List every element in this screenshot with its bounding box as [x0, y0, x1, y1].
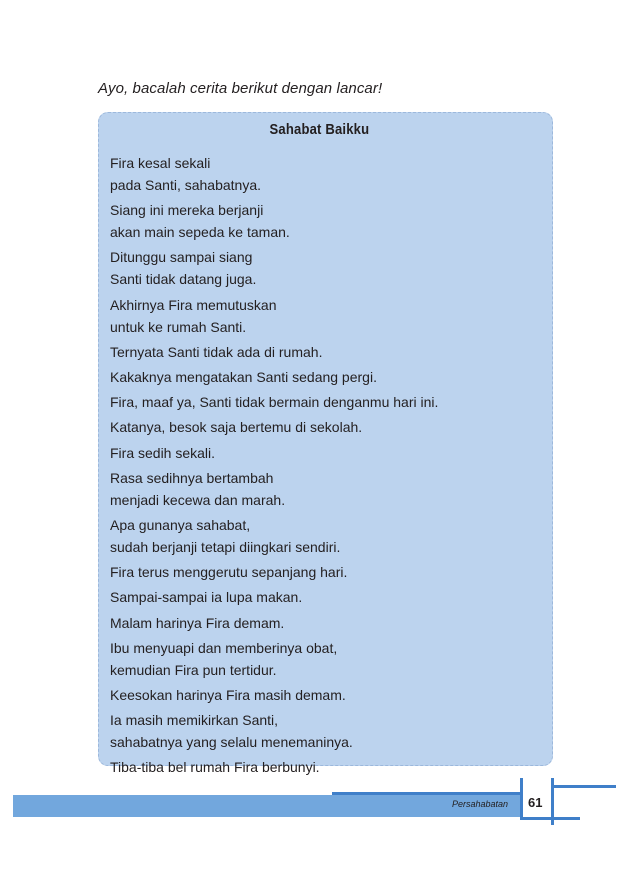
- story-line: Fira terus menggerutu sepanjang hari.: [110, 564, 348, 581]
- story-title: [0, 122, 638, 138]
- section-label: Persahabatan: [452, 799, 509, 809]
- story-line: akan main sepeda ke taman.: [110, 224, 290, 241]
- stanza: [110, 366, 377, 388]
- stanza: [110, 586, 302, 608]
- story-line: Santi tidak datang juga.: [110, 271, 257, 288]
- instruction-text: Ayo, bacalah cerita berikut dengan lancar!: [98, 80, 383, 97]
- stanza: [110, 709, 353, 753]
- story-line: Apa gunanya sahabat,: [110, 517, 251, 533]
- story-line: Fira, maaf ya, Santi tidak bermain denganmu hari ini.: [110, 394, 439, 411]
- footer-right-rule: [551, 785, 616, 788]
- story-line: pada Santi, sahabatnya.: [110, 177, 262, 193]
- story-line: Fira sedih sekali.: [110, 444, 216, 461]
- story-line: Rasa sedihnya bertambah: [110, 469, 274, 486]
- story-line: Ia masih memikirkan Santi,: [110, 712, 279, 729]
- stanza: [110, 467, 285, 511]
- stanza: [110, 637, 337, 681]
- footer-left-tab: [520, 778, 523, 818]
- page-number: 61: [528, 795, 543, 810]
- story-line: Malam harinya Fira demam.: [110, 614, 285, 631]
- stanza: [110, 442, 215, 464]
- story-line: Siang ini mereka berjanji: [110, 202, 264, 219]
- story-line: Ibu menyuapi dan memberinya obat,: [110, 639, 338, 656]
- stanza: [110, 684, 346, 706]
- stanza: [110, 152, 261, 196]
- stanza: [110, 391, 438, 413]
- stanza: [110, 561, 347, 583]
- story-line: kemudian Fira pun tertidur.: [110, 661, 277, 678]
- stanza: [110, 199, 290, 243]
- story-line: Tiba-tiba bel rumah Fira berbunyi.: [110, 759, 320, 776]
- story-line: Ternyata Santi tidak ada di rumah.: [110, 343, 323, 360]
- footer-bottom-rule: [520, 817, 580, 820]
- story-line: Ditunggu sampai siang: [110, 249, 253, 266]
- stanza: [110, 416, 362, 438]
- story-line: sudah berjanji tetapi diingkari sendiri.: [110, 539, 341, 555]
- stanza: [110, 514, 340, 558]
- stanza: [110, 341, 322, 363]
- stanza: [110, 612, 284, 634]
- story-line: untuk ke rumah Santi.: [110, 318, 247, 335]
- story-line: Kakaknya mengatakan Santi sedang pergi.: [110, 369, 377, 385]
- story-title-text: Sahabat Baikku: [269, 122, 369, 138]
- stanza: [110, 756, 320, 778]
- story-line: Katanya, besok saja bertemu di sekolah.: [110, 419, 363, 436]
- story-line: Fira kesal sekali: [110, 155, 211, 171]
- stanza: [110, 246, 256, 290]
- footer-bar: [13, 795, 520, 817]
- story-line: Sampai-sampai ia lupa makan.: [110, 589, 303, 606]
- story-line: Akhirnya Fira memutuskan: [110, 296, 277, 313]
- footer-rule-top: [332, 792, 520, 795]
- story-line: sahabatnya yang selalu menemaninya.: [110, 734, 353, 751]
- story-line: menjadi kecewa dan marah.: [110, 491, 286, 508]
- stanza: [110, 294, 277, 338]
- story-line: Keesokan harinya Fira masih demam.: [110, 687, 346, 703]
